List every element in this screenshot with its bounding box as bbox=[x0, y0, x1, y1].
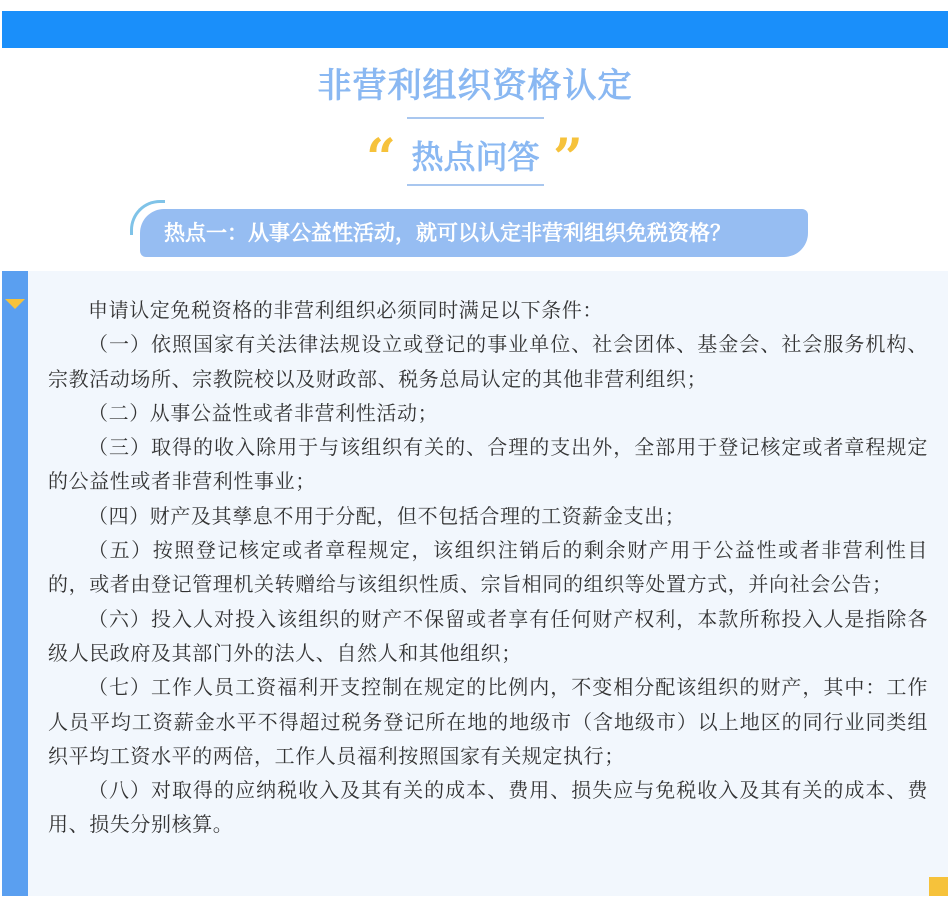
answer-item-8: （八）对取得的应纳税收入及其有关的成本、费用、损失应与免税收入及其有关的成本、费用、损失分别核算。 bbox=[48, 778, 928, 837]
section-subtitle: 热点问答 bbox=[411, 138, 540, 176]
answer-item-2: （二）从事公益性或者非营利性活动； bbox=[88, 400, 439, 425]
corner-square-decoration bbox=[929, 877, 948, 896]
answer-item-5: （五）按照登记核定或者章程规定，该组织注销后的剩余财产用于公益性或者非营利性目的，或者由登记管理机关转赠给与该组织性质、宗旨相同的组织等处置方式，并向社会公告； bbox=[48, 538, 928, 597]
answer-item-3: （三）取得的收入除用于与该组织有关的、合理的支出外，全部用于登记核定或者章程规定的公益性或者非营利性事业； bbox=[48, 435, 928, 494]
triangle-marker-icon bbox=[5, 299, 25, 309]
answer-intro: 申请认定免税资格的非营利组织必须同时满足以下条件： bbox=[88, 298, 603, 322]
answer-side-stripe bbox=[2, 271, 28, 896]
subtitle-top-rule bbox=[407, 117, 544, 119]
close-quote-icon: ” bbox=[553, 128, 583, 189]
answer-item-4: （四）财产及其孳息不用于分配，但不包括合理的工资薪金支出； bbox=[88, 503, 686, 528]
answer-item-1: （一）依照国家有关法律法规设立或登记的事业单位、社会团体、基金会、社会服务机构、宗教活动场所、宗教院校以及财政部、税务总局认定的其他非营利组织； bbox=[48, 332, 928, 391]
question-banner: 热点一：从事公益性活动，就可以认定非营利组织免税资格？ bbox=[140, 209, 808, 257]
subtitle-bottom-rule bbox=[407, 184, 544, 186]
answer-item-7: （七）工作人员工资福利开支控制在规定的比例内，不变相分配该组织的财产，其中：工作人员平均工资薪金水平不得超过税务登记所在地的地级市（含地级市）以上地区的同行业同类组织平均工资水平的两倍，工作人员福利按照国家有关规定执行； bbox=[48, 675, 928, 768]
page-title: 非营利组织资格认定 bbox=[317, 66, 633, 106]
open-quote-icon: “ bbox=[366, 128, 396, 189]
answer-item-6: （六）投入人对投入该组织的财产不保留或者享有任何财产权利，本款所称投入人是指除各级人民政府及其部门外的法人、自然人和其他组织； bbox=[48, 606, 928, 665]
answer-text bbox=[48, 293, 928, 842]
top-banner-bar bbox=[2, 11, 948, 48]
